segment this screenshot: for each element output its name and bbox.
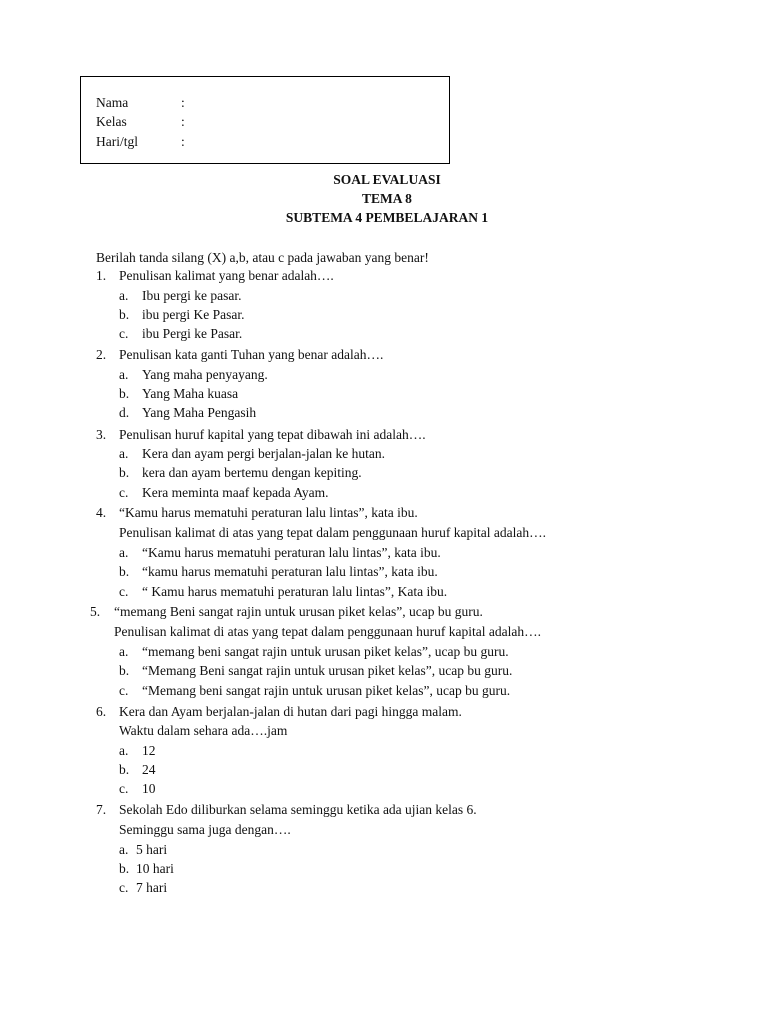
option-letter: c.	[119, 683, 129, 698]
question-text: Sekolah Edo diliburkan selama seminggu ketika ada ujian kelas 6.	[119, 802, 477, 817]
option-letter: d.	[119, 405, 130, 420]
subtheme-title: SUBTEMA 4 PEMBELAJARAN 1	[285, 210, 489, 225]
question-number: 4.	[96, 505, 107, 520]
question-text: “memang Beni sangat rajin untuk urusan piket kelas”, ucap bu guru.	[114, 604, 483, 619]
option-letter: c.	[119, 781, 129, 796]
option-text: 12	[142, 743, 156, 758]
question-number: 1.	[96, 268, 107, 283]
option-letter: b.	[119, 386, 130, 401]
option-text: Yang maha penyayang.	[142, 367, 268, 382]
option-letter: b.	[119, 762, 130, 777]
class-colon: :	[181, 114, 185, 129]
option-text: Kera dan ayam pergi berjalan-jalan ke hutan.	[142, 446, 386, 461]
question-number: 3.	[96, 427, 107, 442]
option-text: “Kamu harus mematuhi peraturan lalu lintas”, kata ibu.	[142, 545, 441, 560]
question-prompt: Penulisan kalimat di atas yang tepat dalam penggunaan huruf kapital adalah….	[114, 624, 541, 639]
option-letter: a.	[119, 367, 129, 382]
option-text: “ Kamu harus mematuhi peraturan lalu lintas”, Kata ibu.	[142, 584, 448, 599]
option-letter: b.	[119, 663, 130, 678]
instruction-text: Berilah tanda silang (X) a,b, atau c pada jawaban yang benar!	[96, 250, 429, 265]
student-identity-box	[80, 76, 450, 164]
question-text: Kera dan Ayam berjalan-jalan di hutan dari pagi hingga malam.	[119, 704, 462, 719]
option-letter: c.	[119, 880, 129, 895]
option-letter: c.	[119, 485, 129, 500]
option-letter: b.	[119, 307, 130, 322]
option-letter: a.	[119, 446, 129, 461]
option-letter: a.	[119, 288, 129, 303]
question-prompt: Penulisan kalimat di atas yang tepat dalam penggunaan huruf kapital adalah….	[119, 525, 546, 540]
question-text: Penulisan huruf kapital yang tepat dibawah ini adalah….	[119, 427, 426, 442]
option-text: ibu Pergi ke Pasar.	[142, 326, 243, 341]
question-number: 2.	[96, 347, 107, 362]
date-colon: :	[181, 134, 185, 149]
option-letter: c.	[119, 326, 129, 341]
option-text: 5 hari	[136, 842, 168, 857]
option-letter: a.	[119, 644, 129, 659]
option-text: kera dan ayam bertemu dengan kepiting.	[142, 465, 362, 480]
theme-title: TEMA 8	[362, 191, 412, 206]
question-text: Penulisan kata ganti Tuhan yang benar adalah….	[119, 347, 384, 362]
option-text: “memang beni sangat rajin untuk urusan piket kelas”, ucap bu guru.	[142, 644, 509, 659]
option-text: 10	[142, 781, 156, 796]
option-text: 10 hari	[136, 861, 174, 876]
question-prompt: Seminggu sama juga dengan….	[119, 822, 291, 837]
option-text: Yang Maha Pengasih	[142, 405, 257, 420]
date-label: Hari/tgl	[96, 134, 138, 149]
option-text: “kamu harus mematuhi peraturan lalu lintas”, kata ibu.	[142, 564, 438, 579]
page-title: SOAL EVALUASI	[333, 172, 441, 187]
class-label: Kelas	[96, 114, 127, 129]
question-prompt: Waktu dalam sehara ada….jam	[119, 723, 288, 738]
option-text: Ibu pergi ke pasar.	[142, 288, 242, 303]
option-text: “Memang beni sangat rajin untuk urusan piket kelas”, ucap bu guru.	[142, 683, 511, 698]
name-label: Nama	[96, 95, 129, 110]
option-letter: a.	[119, 545, 129, 560]
option-text: Kera meminta maaf kepada Ayam.	[142, 485, 329, 500]
option-text: Yang Maha kuasa	[142, 386, 239, 401]
option-text: “Memang Beni sangat rajin untuk urusan piket kelas”, ucap bu guru.	[142, 663, 513, 678]
question-number: 7.	[96, 802, 107, 817]
option-text: 24	[142, 762, 156, 777]
option-letter: b.	[119, 564, 130, 579]
question-number: 5.	[90, 604, 101, 619]
option-letter: b.	[119, 861, 130, 876]
name-colon: :	[181, 95, 185, 110]
question-text: Penulisan kalimat yang benar adalah….	[119, 268, 334, 283]
option-letter: a.	[119, 842, 129, 857]
question-number: 6.	[96, 704, 107, 719]
option-text: ibu pergi Ke Pasar.	[142, 307, 245, 322]
option-text: 7 hari	[136, 880, 168, 895]
question-text: “Kamu harus mematuhi peraturan lalu lintas”, kata ibu.	[119, 505, 418, 520]
option-letter: c.	[119, 584, 129, 599]
option-letter: b.	[119, 465, 130, 480]
option-letter: a.	[119, 743, 129, 758]
